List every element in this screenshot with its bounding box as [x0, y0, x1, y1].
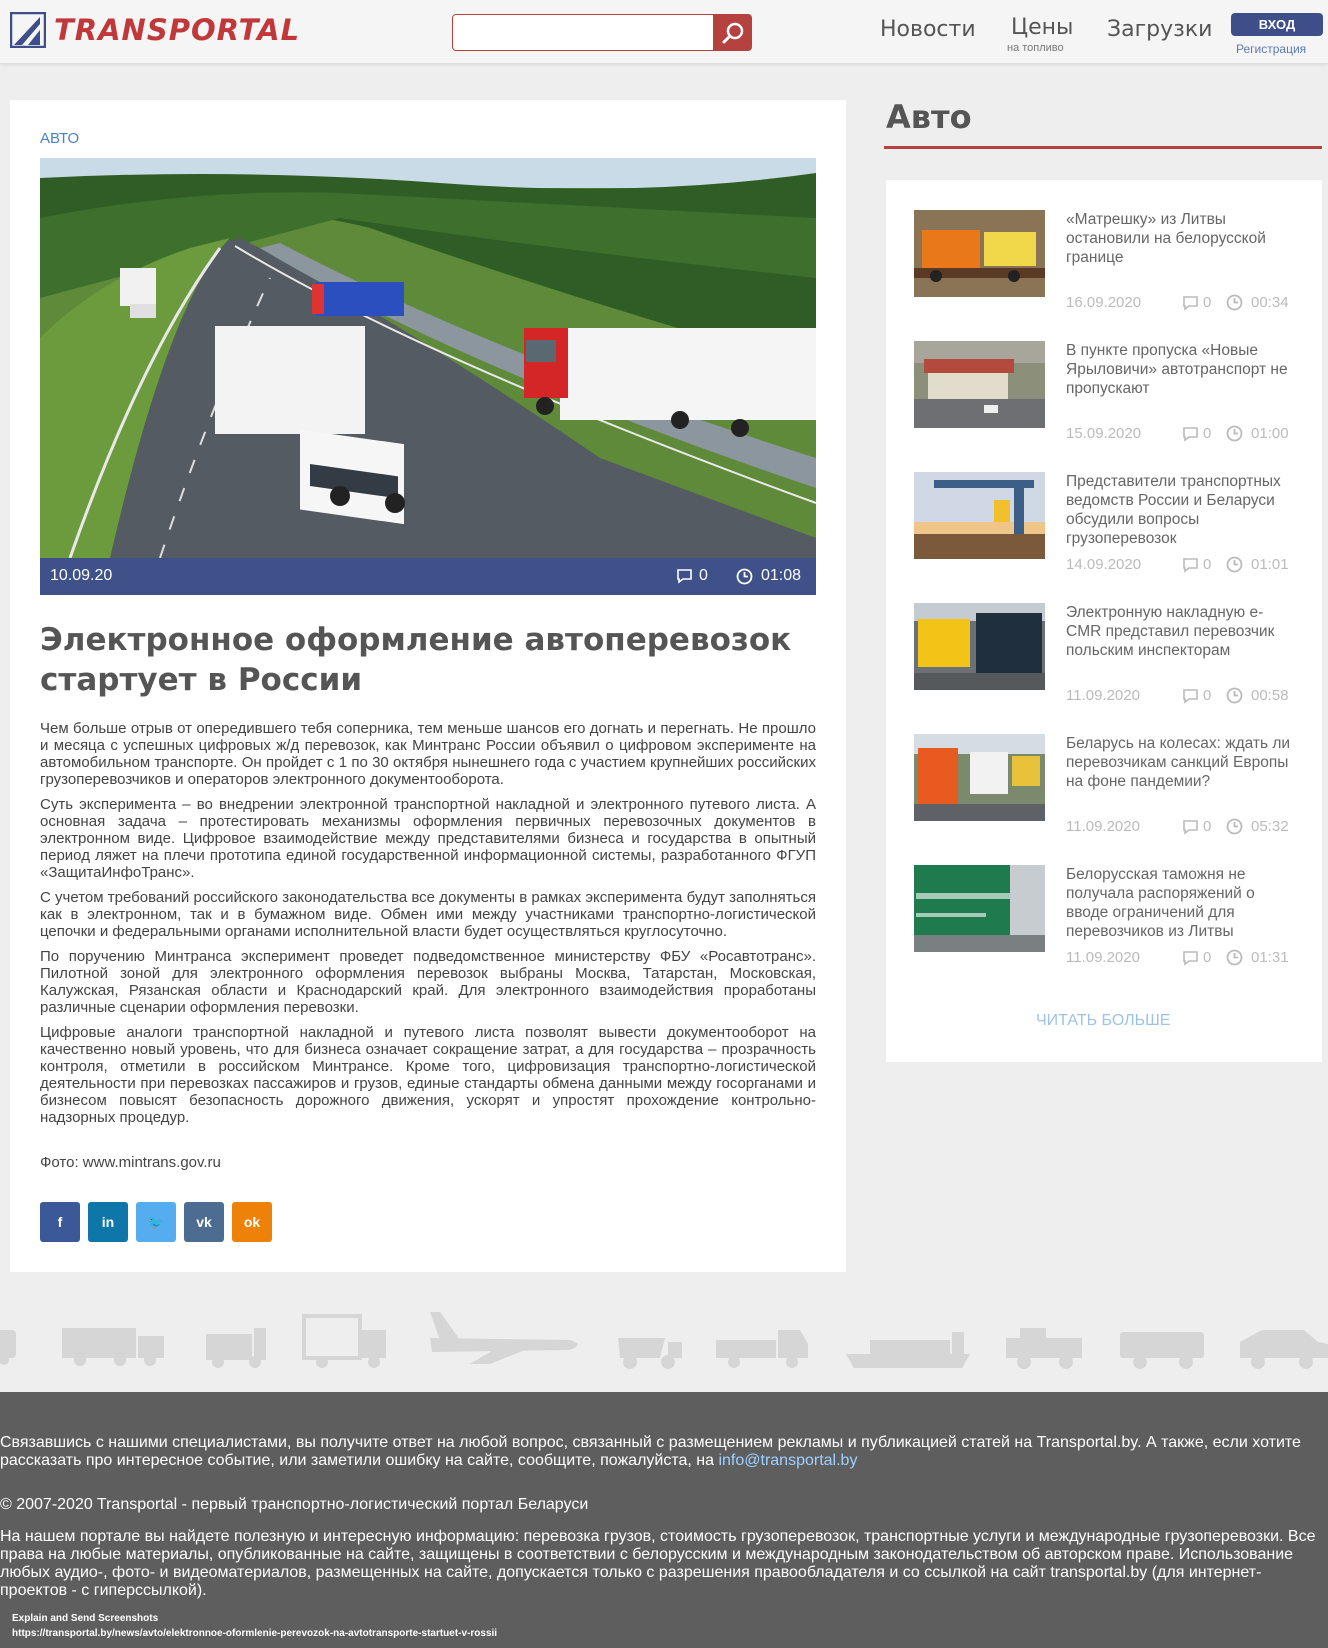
- article-comments[interactable]: [676, 567, 708, 585]
- footer-contact-body: Связавшись с нашими специалистами, вы получите ответ на любой вопрос, связанный с размещением рекламы и публикацией статей на Transportal.by. А также, если хотите рассказать про интересное событие, или заметили ошибку на сайте, сообщите, пожалуйста, на: [0, 1434, 1301, 1469]
- footer-email-link[interactable]: info@transportal.by: [718, 1452, 858, 1469]
- page-url: https://transportal.by/news/avto/elektronnoe-oformlenie-perevozok-na-avtotransporte-startuet-v-rossii: [12, 1628, 498, 1639]
- news-comments: [1182, 425, 1211, 442]
- car-icon: [1240, 1330, 1328, 1369]
- article-paragraph: По поручению Минтранса эксперимент проведет подведомственное министерству ФБУ «Росавтотранс». Пилотной зоной для электронного оформления перевозок выбраны Москва, Татарстан, Московская, Калужская, Рязанская области и Краснодарский край. Для электронного взаимодействия проработаны различные сценарии оформления перевозки.: [40, 948, 816, 1016]
- cargo-ship-icon: [846, 1332, 970, 1368]
- comment-icon: [1182, 295, 1199, 311]
- article-meta-bar: [40, 558, 816, 595]
- sidebar-news-item[interactable]: [914, 865, 1314, 965]
- news-title[interactable]: В пункте пропуска «Новые Ярыловичи» автотранспорт не пропускают: [1066, 342, 1288, 397]
- news-comments: [1182, 294, 1211, 311]
- news-comments: [1182, 687, 1211, 704]
- footer-contact-text: [0, 1434, 1316, 1470]
- twitter-icon: 🐦: [147, 1213, 165, 1230]
- clock-icon: [1226, 687, 1243, 704]
- register-link[interactable]: Регистрация: [1236, 42, 1307, 56]
- search-field[interactable]: [452, 14, 714, 51]
- nav-prices[interactable]: Цены: [1011, 15, 1074, 40]
- article-hero-image: [40, 158, 816, 558]
- search-button[interactable]: [713, 14, 752, 51]
- news-time: [1226, 818, 1289, 835]
- news-date: 16.09.2020: [1066, 294, 1142, 311]
- news-thumbnail[interactable]: [914, 734, 1045, 821]
- article-paragraph: Чем больше отрыв от опередившего тебя соперника, тем меньше шансов его догнать и перегнать. Не прошло и месяца с успешных цифровых ж/д перевозок, как Минтранс России объявил о цифровом эксперименте на автомобильном транспорте. Он пройдет с 1 по 30 октября нынешнего года с участием крупнейших российских грузоперевозчиков и операторов электронного документооборота.: [40, 720, 816, 788]
- news-comments-count: 0: [1203, 425, 1212, 442]
- news-thumbnail[interactable]: [914, 341, 1045, 428]
- news-date: 11.09.2020: [1066, 949, 1140, 966]
- share-linkedin-button[interactable]: [88, 1202, 128, 1242]
- vk-icon: vk: [196, 1214, 212, 1230]
- login-button[interactable]: ВХОД: [1231, 13, 1323, 36]
- news-date: 11.09.2020: [1066, 687, 1140, 704]
- news-title[interactable]: Электронную накладную e-CMR представил перевозчик польским инспекторам: [1066, 604, 1275, 659]
- facebook-icon: f: [57, 1214, 63, 1230]
- sidebar-news-item[interactable]: [914, 734, 1314, 834]
- dump-truck-icon: [618, 1338, 682, 1369]
- article-category[interactable]: АВТО: [40, 130, 80, 147]
- jeep-icon: [1006, 1328, 1082, 1369]
- share-buttons: [40, 1202, 272, 1242]
- article-paragraph: Цифровые аналоги транспортной накладной и путевого листа позволят вывести документооборот на качественно новый уровень, что для бизнеса означает сокращение затрат, а для государства – прозрачность контроля, отметили в российском Минтрансе. Кроме того, цифровизация транспортно-логистической деятельности при перевозках пассажиров и грузов, единые стандарты обмена данными между госорганами и бизнесом повысят безопасность дорожного движения, ускорят и упростят прохождение контрольно-надзорных процедур.: [40, 1024, 816, 1126]
- news-thumbnail[interactable]: [914, 210, 1045, 297]
- sidebar-news-item[interactable]: [914, 341, 1314, 441]
- sidebar-news-item[interactable]: [914, 472, 1314, 572]
- clock-icon: [1226, 556, 1243, 573]
- sidebar-title-underline: [884, 146, 1322, 149]
- news-title[interactable]: «Матрешку» из Литвы остановили на белорусской границе: [1066, 211, 1266, 266]
- news-time: [1226, 556, 1289, 573]
- search-input[interactable]: [453, 15, 713, 50]
- article-time-value: 01:08: [761, 567, 802, 584]
- news-title[interactable]: Белорусская таможня не получала распоряжений о вводе ограничений для перевозчиков из Литвы: [1066, 866, 1255, 940]
- news-comments-count: 0: [1203, 556, 1212, 573]
- small-truck-icon: [206, 1328, 266, 1368]
- news-comments-count: 0: [1203, 294, 1212, 311]
- news-comments-count: 0: [1203, 949, 1212, 966]
- news-comments-count: 0: [1203, 818, 1212, 835]
- sidebar-news-list: [886, 180, 1322, 1062]
- news-time-value: 01:01: [1251, 556, 1289, 573]
- search-icon: [721, 21, 745, 45]
- sidebar-news-item[interactable]: [914, 603, 1314, 703]
- article-card: [10, 100, 846, 1272]
- article-body: [40, 720, 816, 1134]
- clock-icon: [1226, 294, 1243, 311]
- comment-icon: [1182, 688, 1199, 704]
- logo-icon: [10, 12, 46, 48]
- site-header: [0, 0, 1328, 64]
- comment-icon: [1182, 426, 1199, 442]
- clock-icon: [736, 568, 753, 585]
- linkedin-icon: in: [101, 1214, 115, 1230]
- screenshot-tool-label[interactable]: Explain and Send Screenshots: [12, 1613, 159, 1624]
- news-time-value: 01:00: [1251, 425, 1289, 442]
- footer-about-text: На нашем портале вы найдете полезную и интересную информацию: перевозка грузов, стоимость грузоперевозок, транспортные услуги и международные грузоперевозки. Все права на любые материалы, опубликованные на сайте, защищены в соответствии с белорусским и международным законодательством об авторском праве. Использование любых аудио-, фото- и видеоматериалов, размещенных на сайте, допускается только с разрешения правообладателя и со ссылкой на сайт transportal.by (для интернет-проектов - с гиперссылкой).: [0, 1528, 1316, 1599]
- nav-downloads[interactable]: Загрузки: [1107, 17, 1213, 42]
- share-vk-button[interactable]: [184, 1202, 224, 1242]
- comment-icon: [1182, 950, 1199, 966]
- read-more-link[interactable]: ЧИТАТЬ БОЛЬШЕ: [1036, 1012, 1171, 1029]
- box-truck-icon: [304, 1316, 386, 1368]
- news-time-value: 01:31: [1251, 949, 1289, 966]
- news-time: [1226, 294, 1289, 311]
- article-date: 10.09.20: [50, 567, 113, 584]
- news-date: 14.09.2020: [1066, 556, 1142, 573]
- suv-icon: [1120, 1332, 1204, 1369]
- clock-icon: [1226, 425, 1243, 442]
- news-comments: [1182, 556, 1211, 573]
- article-paragraph: С учетом требований российского законодательства все документы в рамках эксперимента будут заполняться как в электронном, так и в бумажном виде. Обмен ими между участниками транспортно-логистической цепочки и федеральными органами исполнительной власти будет осуществляться круглосуточно.: [40, 889, 816, 940]
- nav-news[interactable]: Новости: [880, 17, 976, 42]
- news-comments: [1182, 818, 1211, 835]
- news-time-value: 05:32: [1251, 818, 1289, 835]
- news-thumbnail[interactable]: [914, 865, 1045, 952]
- clock-icon: [1226, 818, 1243, 835]
- news-time-value: 00:34: [1251, 294, 1289, 311]
- airplane-icon: [430, 1312, 578, 1364]
- news-comments: [1182, 949, 1211, 966]
- article-comments-count: 0: [699, 567, 708, 584]
- odnoklassniki-icon: ok: [243, 1214, 261, 1230]
- news-time: [1226, 949, 1289, 966]
- comment-icon: [1182, 819, 1199, 835]
- nav-prices-subtitle[interactable]: на топливо: [1007, 42, 1064, 54]
- share-odnoklassniki-button[interactable]: [232, 1202, 272, 1242]
- comment-icon: [676, 568, 693, 584]
- news-time-value: 00:58: [1251, 687, 1289, 704]
- transport-icons-strip: [0, 1300, 1328, 1390]
- truck-icon: [62, 1328, 164, 1366]
- logo-text: TRANSPORTAL: [54, 13, 301, 47]
- news-time: [1226, 425, 1289, 442]
- comment-icon: [1182, 557, 1199, 573]
- share-twitter-button[interactable]: [136, 1202, 176, 1242]
- article-title: Электронное оформление автоперевозок стартует в России: [40, 622, 792, 698]
- sidebar-title: Авто: [886, 98, 972, 136]
- footer-copyright: © 2007-2020 Transportal - первый транспортно-логистический портал Беларуси: [0, 1496, 589, 1513]
- news-comments-count: 0: [1203, 687, 1212, 704]
- van-icon: [0, 1330, 16, 1365]
- news-time: [1226, 687, 1289, 704]
- pickup-truck-icon: [716, 1330, 808, 1368]
- news-thumbnail[interactable]: [914, 603, 1045, 690]
- clock-icon: [1226, 949, 1243, 966]
- sidebar-news-item[interactable]: [914, 210, 1314, 310]
- news-date: 11.09.2020: [1066, 818, 1140, 835]
- news-thumbnail[interactable]: [914, 472, 1045, 559]
- article-time: [736, 567, 801, 585]
- news-title[interactable]: Беларусь на колесах: ждать ли перевозчикам санкций Европы на фоне пандемии?: [1066, 735, 1291, 790]
- article-paragraph: Суть эксперимента – во внедрении электронной транспортной накладной и электронного путевого листа. А основная задача – протестировать механизмы оформления первичных перевозочных документов в электронном виде. Цифровое взаимодействие между представителями бизнеса и государства в опытный период ляжет на плечи прототипа единой государственной информационной системы, разработанного ФГУП «ЗащитаИнфоТранс».: [40, 796, 816, 881]
- site-logo[interactable]: [10, 12, 300, 48]
- site-footer: [0, 1392, 1328, 1648]
- photo-credit: Фото: www.mintrans.gov.ru: [40, 1154, 221, 1171]
- news-date: 15.09.2020: [1066, 425, 1142, 442]
- share-facebook-button[interactable]: [40, 1202, 80, 1242]
- news-title[interactable]: Представители транспортных ведомств России и Беларуси обсудили вопросы грузоперевозок: [1066, 473, 1281, 547]
